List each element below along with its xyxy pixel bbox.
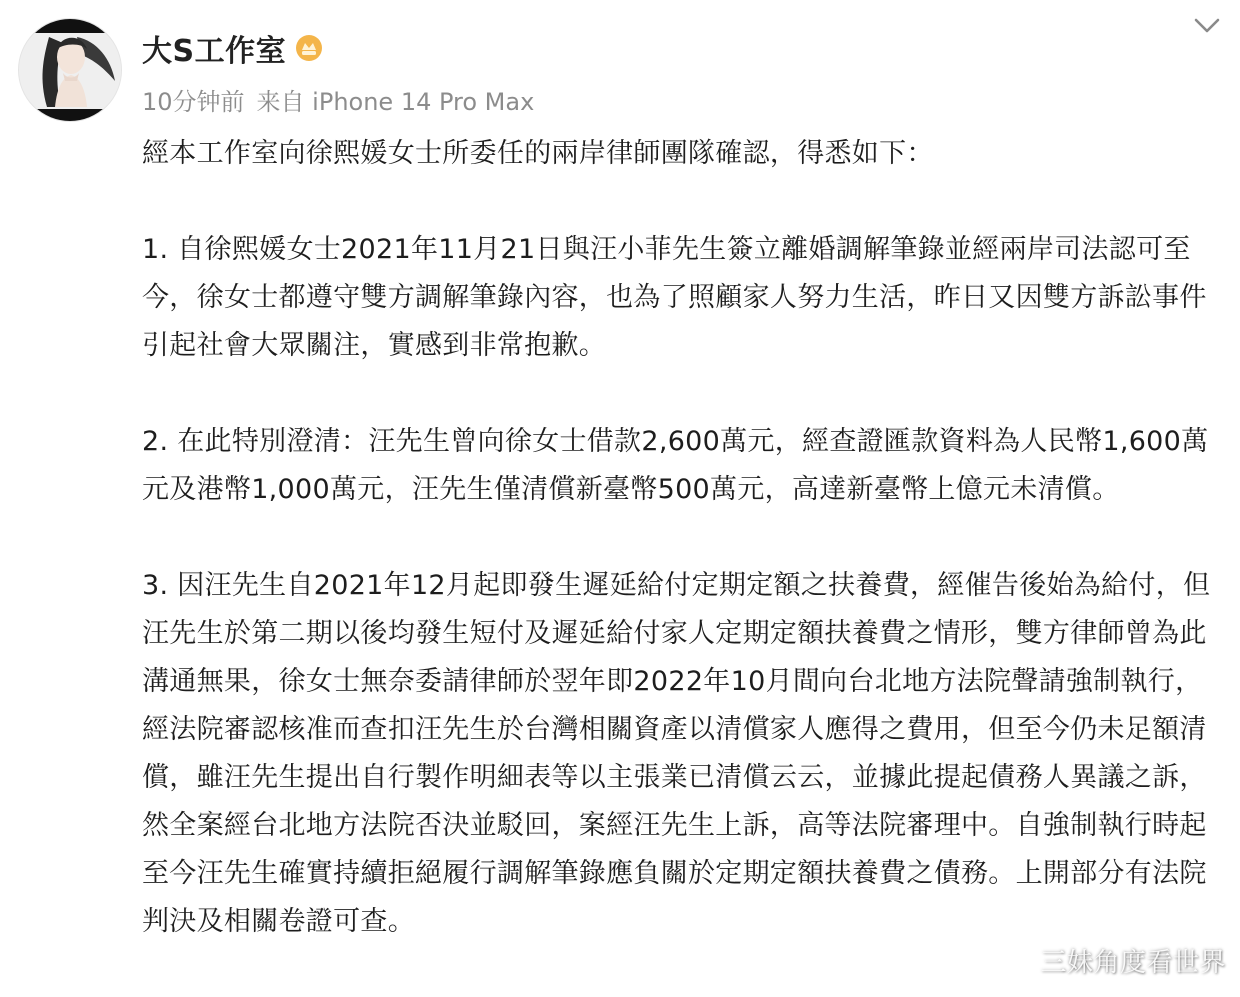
watermark: 三妹角度看世界 [1040, 948, 1226, 978]
post-content [142, 130, 1227, 946]
post-intro: 經本工作室向徐熙媛女士所委任的兩岸律師團隊確認，得悉如下： [142, 138, 934, 169]
post-time: 10分钟前 [142, 88, 245, 116]
verified-badge-icon [294, 33, 324, 63]
author-name[interactable]: 大S工作室 [142, 34, 287, 69]
chevron-down-icon[interactable] [1192, 14, 1222, 38]
post-paragraph-3: 3. 因汪先生自2021年12月起即發生遲延給付定期定額之扶養費，經催告後始為給付，但汪先生於第二期以後均發生短付及遲延給付家人定期定額扶養費之情形，雙方律師曾為此溝通無果，徐女士無奈委請律師於翌年即2022年10月間向台北地方法院聲請強制執行，經法院審認核准而查扣汪先生於台灣相關資產以清償家人應得之費用，但至今仍未足額清償，雖汪先生提出自行製作明細表等以主張業已清償云云，並據此提起債務人異議之訴，然全案經台北地方法院否決並駁回，案經汪先生上訴，高等法院審理中。自強制執行時起至今汪先生確實持續拒絕履行調解筆錄應負關於定期定額扶養費之債務。上開部分有法院判決及相關卷證可查。 [142, 570, 1211, 937]
post-paragraph-1: 1. 自徐熙媛女士2021年11月21日與汪小菲先生簽立離婚調解筆錄並經兩岸司法認可至今，徐女士都遵守雙方調解筆錄內容，也為了照顧家人努力生活，昨日又因雙方訴訟事件引起社會大眾關注，實感到非常抱歉。 [142, 234, 1207, 361]
post-meta [142, 82, 534, 117]
avatar-portrait-image [19, 19, 122, 122]
post-paragraph-2: 2. 在此特別澄清：汪先生曾向徐女士借款2,600萬元，經查證匯款資料為人民幣1,600萬元及港幣1,000萬元，汪先生僅清償新臺幣500萬元，高達新臺幣上億元未清償。 [142, 426, 1209, 505]
post-source: 来自 iPhone 14 Pro Max [256, 88, 535, 116]
avatar[interactable] [18, 18, 122, 122]
author-row [142, 26, 324, 70]
